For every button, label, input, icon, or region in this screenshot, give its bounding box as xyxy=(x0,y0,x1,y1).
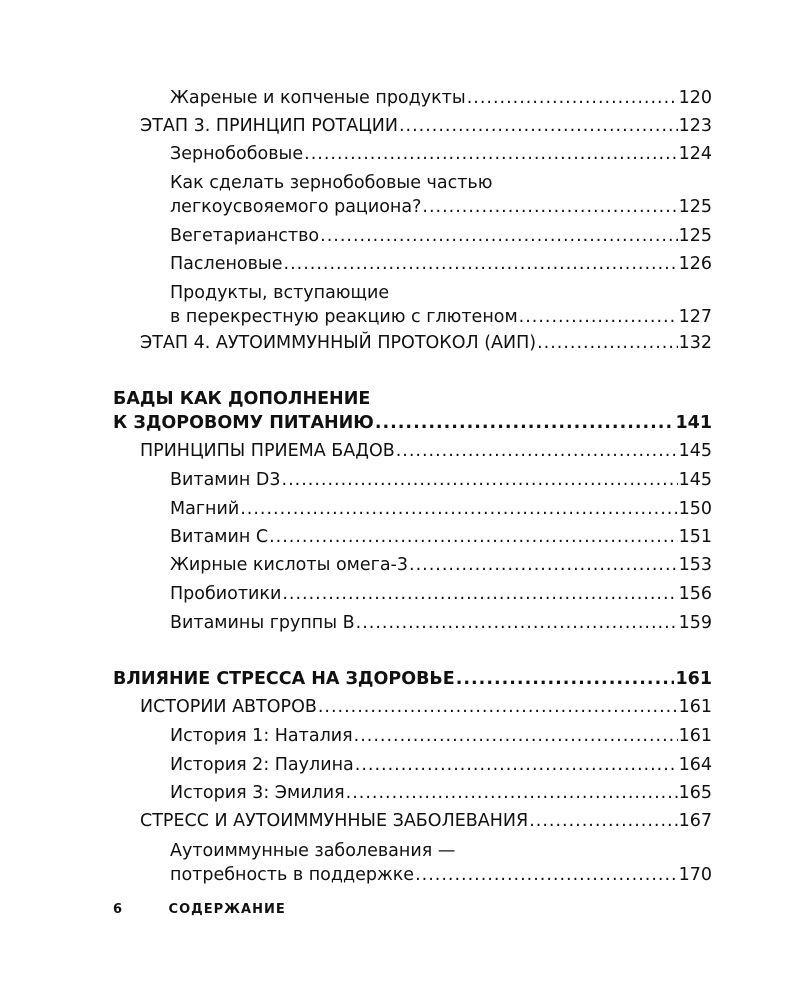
toc-entry-page: 126 xyxy=(678,254,712,274)
toc-entry-page: 161 xyxy=(678,726,712,746)
toc-entry-title: Витамины группы В xyxy=(170,613,355,633)
toc-entry-page: 156 xyxy=(678,584,712,604)
toc-entry-page: 150 xyxy=(678,499,712,519)
toc-chapter-page: 141 xyxy=(675,413,712,433)
dot-leader xyxy=(354,724,678,748)
toc-entry-title: СТРЕСС И АУТОИММУННЫЕ ЗАБОЛЕВАНИЯ xyxy=(140,811,529,831)
toc-entry-title: ИСТОРИИ АВТОРОВ xyxy=(140,697,317,717)
toc-entry[interactable] xyxy=(170,252,712,276)
toc-entry[interactable] xyxy=(140,695,712,719)
toc-entry-title: Магний xyxy=(170,499,240,519)
dot-leader xyxy=(356,611,678,635)
page-number: 6 xyxy=(113,902,124,917)
dot-leader xyxy=(318,695,678,719)
toc-entry[interactable] xyxy=(170,839,712,887)
toc-entry[interactable] xyxy=(170,281,712,329)
toc-entry-title: ЭТАП 4. АУТОИММУННЫЙ ПРОТОКОЛ (АИП) xyxy=(140,333,537,353)
toc-entry[interactable] xyxy=(170,497,712,521)
toc-entry-title: История 3: Эмилия xyxy=(170,783,345,803)
toc-entry-page: 120 xyxy=(678,88,712,108)
toc-entry-title: Зернобобовые xyxy=(170,144,304,164)
toc-entry[interactable] xyxy=(140,331,712,355)
toc-entry[interactable] xyxy=(170,753,712,777)
dot-leader xyxy=(422,195,677,219)
toc-entry-page: 145 xyxy=(678,470,712,490)
dot-leader xyxy=(375,411,675,435)
toc-entry-title: ПРИНЦИПЫ ПРИЕМА БАДОВ xyxy=(140,441,395,461)
dot-leader xyxy=(409,553,678,577)
toc-chapter-entry[interactable] xyxy=(113,387,712,435)
toc-entry-title: ЭТАП 3. ПРИНЦИП РОТАЦИИ xyxy=(140,116,398,136)
dot-leader xyxy=(467,86,678,110)
toc-entry-title: Жареные и копченые продукты xyxy=(170,88,466,108)
toc-entry[interactable] xyxy=(170,611,712,635)
toc-entry-page: 127 xyxy=(678,307,712,327)
toc-chapter-title-line2: К ЗДОРОВОМУ ПИТАНИЮ xyxy=(113,413,374,433)
dot-leader xyxy=(282,468,678,492)
toc-entry[interactable] xyxy=(170,582,712,606)
dot-leader xyxy=(355,753,678,777)
toc-entry[interactable] xyxy=(140,114,712,138)
toc-entry-page: 167 xyxy=(678,811,712,831)
toc-entry-title: Витамин С xyxy=(170,527,269,547)
toc-entry[interactable] xyxy=(170,224,712,248)
toc-entry-title: История 1: Наталия xyxy=(170,726,353,746)
dot-leader xyxy=(269,525,677,549)
toc-entry-title-line1: Аутоиммунные заболевания — xyxy=(170,841,456,861)
toc-entry[interactable] xyxy=(170,724,712,748)
dot-leader xyxy=(282,582,677,606)
toc-entry-page: 124 xyxy=(678,144,712,164)
toc-entry[interactable] xyxy=(140,439,712,463)
toc-entry-page: 159 xyxy=(678,613,712,633)
toc-entry-title: Вегетарианство xyxy=(170,226,320,246)
toc-chapter-entry[interactable] xyxy=(113,667,712,691)
toc-entry[interactable] xyxy=(170,171,712,219)
toc-entry[interactable] xyxy=(170,781,712,805)
toc-entry-title: Пробиотики xyxy=(170,584,282,604)
dot-leader xyxy=(519,305,678,329)
toc-entry[interactable] xyxy=(140,809,712,833)
toc-entry-page: 151 xyxy=(678,527,712,547)
toc-entry-title-line1: Продукты, вступающие xyxy=(170,283,390,303)
toc-entry-title: Жирные кислоты омега-3 xyxy=(170,555,408,575)
toc-entry-title-line2: в перекрестную реакцию с глютеном xyxy=(170,307,518,327)
dot-leader xyxy=(240,497,677,521)
toc-entry-page: 125 xyxy=(678,197,712,217)
dot-leader xyxy=(304,142,677,166)
dot-leader xyxy=(284,252,678,276)
toc-entry-page: 153 xyxy=(678,555,712,575)
toc-entry-page: 161 xyxy=(678,697,712,717)
dot-leader xyxy=(456,667,675,691)
toc-entry-title-line2: потребность в поддержке xyxy=(170,865,415,885)
toc-chapter-title: ВЛИЯНИЕ СТРЕССА НА ЗДОРОВЬЕ xyxy=(113,669,455,689)
toc-entry[interactable] xyxy=(170,468,712,492)
toc-entry-title: Витамин D3 xyxy=(170,470,281,490)
toc-entry-page: 145 xyxy=(678,441,712,461)
toc-entry-page: 125 xyxy=(678,226,712,246)
toc-entry[interactable] xyxy=(170,525,712,549)
toc-entry-title: История 2: Паулина xyxy=(170,755,354,775)
toc-chapter-page: 161 xyxy=(675,669,712,689)
toc-chapter-title-line1: БАДЫ КАК ДОПОЛНЕНИЕ xyxy=(113,389,371,409)
dot-leader xyxy=(537,331,678,355)
toc-entry[interactable] xyxy=(170,86,712,110)
toc-entry-page: 170 xyxy=(678,865,712,885)
dot-leader xyxy=(320,224,677,248)
toc-entry[interactable] xyxy=(170,142,712,166)
toc-entry-page: 165 xyxy=(678,783,712,803)
dot-leader xyxy=(399,114,678,138)
toc-entry-title: Пасленовые xyxy=(170,254,283,274)
toc-entry-page: 132 xyxy=(678,333,712,353)
page-footer xyxy=(113,902,286,917)
toc-entry-page: 123 xyxy=(678,116,712,136)
dot-leader xyxy=(529,809,677,833)
running-title: СОДЕРЖАНИЕ xyxy=(168,902,286,917)
toc-entry-title-line1: Как сделать зернобобовые частью xyxy=(170,173,493,193)
toc-entry-page: 164 xyxy=(678,755,712,775)
toc-entry-title-line2: легкоусвояемого рациона? xyxy=(170,197,422,217)
toc-entry[interactable] xyxy=(170,553,712,577)
dot-leader xyxy=(346,781,678,805)
dot-leader xyxy=(396,439,678,463)
dot-leader xyxy=(415,863,678,887)
